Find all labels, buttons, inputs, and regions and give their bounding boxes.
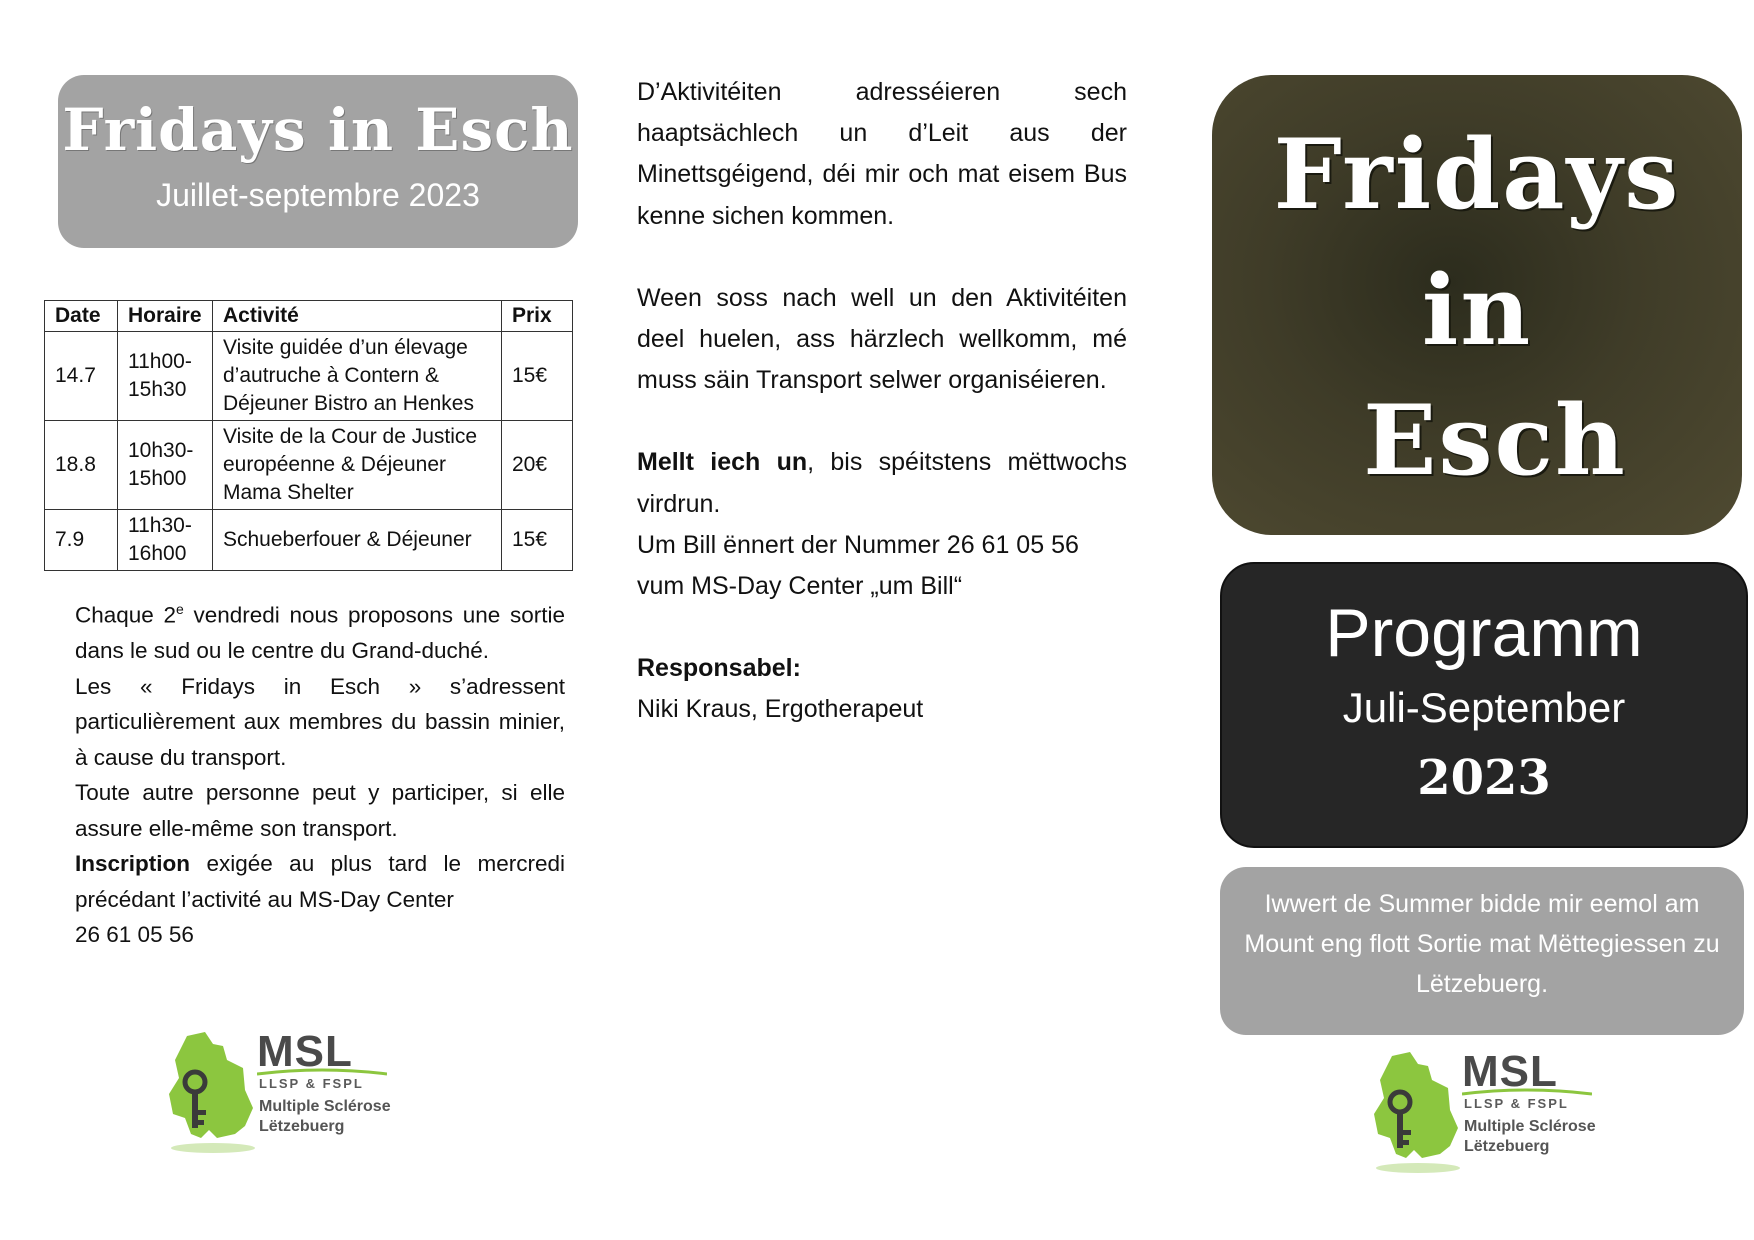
- spacer: [637, 401, 1127, 442]
- cell-activite-line: Schueberfouer & Déjeuner: [223, 528, 472, 551]
- text-span: vendredi nous proposons une sortie dans le sud ou le centre du Grand-duché.: [75, 602, 565, 663]
- msl-logo-right: [1370, 1047, 1630, 1180]
- left-paragraph-4: [75, 846, 565, 917]
- left-phone: 26 61 05 56: [75, 922, 194, 947]
- middle-paragraph-2: Ween soss nach well un den Aktivitéiten deel huelen, ass härzlech wellkomm, mé muss säin Transport selwer organiséieren.: [637, 283, 1127, 395]
- left-paragraph-3: Toute autre personne peut y participer, si elle assure elle-même son transport.: [75, 780, 565, 841]
- cell-horaire-start: 11h00-: [128, 350, 192, 373]
- table-row: [45, 332, 573, 421]
- logo-sub-text: LLSP & FSPL: [259, 1076, 364, 1091]
- middle-paragraph-1: D’Aktivitéiten adresséieren sech haaptsächlech un d’Leit aus der Minettsgéigend, déi mir och mat eisem Bus kenne sichen kommen.: [637, 78, 1127, 230]
- program-table: [44, 300, 573, 571]
- text-span: Chaque 2: [75, 602, 177, 628]
- luxembourg-key-icon: [165, 1030, 260, 1160]
- cell-date: 14.7: [45, 332, 118, 421]
- programm-title: Programm: [1325, 595, 1643, 671]
- table-row: [45, 510, 573, 571]
- text-span: , bis spéitstens mëttwochs virdrun.: [637, 448, 1127, 518]
- msl-logo-left: [165, 1027, 425, 1160]
- cell-activite-line: d’autruche à Contern &: [223, 364, 439, 387]
- logo-line-1: Multiple Sclérose: [1464, 1118, 1596, 1135]
- spacer: [637, 237, 1127, 278]
- cell-horaire-end: 16h00: [128, 542, 187, 565]
- right-title-line-2: in: [1421, 254, 1533, 367]
- col-header-date: Date: [45, 301, 118, 332]
- cell-activite-line: Mama Shelter: [223, 481, 354, 504]
- cell-horaire: [118, 421, 213, 510]
- cell-activite: [213, 421, 502, 510]
- summer-note-box: [1220, 867, 1744, 1035]
- cell-prix: 15€: [502, 510, 573, 571]
- right-title-line-1: Fridays: [1273, 118, 1681, 231]
- left-description: [75, 592, 565, 953]
- left-paragraph-2: Les « Fridays in Esch » s’adressent particulièrement aux membres du bassin minier, à cause du transport.: [75, 673, 565, 770]
- cell-activite: [213, 510, 502, 571]
- table-header-row: [45, 301, 573, 332]
- logo-line-2: Lëtzebuerg: [259, 1118, 345, 1135]
- cell-activite-line: Visite de la Cour de Justice: [223, 425, 478, 448]
- cell-horaire-start: 10h30-: [128, 439, 194, 462]
- logo-msl-text: MSL: [1462, 1047, 1558, 1096]
- cell-activite-line: Visite guidée d’un élevage: [223, 336, 468, 359]
- logo-msl-text: MSL: [257, 1027, 353, 1076]
- cell-activite: [213, 332, 502, 421]
- programm-box: [1220, 562, 1748, 848]
- logo-sub-text: LLSP & FSPL: [1464, 1096, 1569, 1111]
- col-header-horaire: Horaire: [118, 301, 213, 332]
- left-header-box: [58, 75, 578, 248]
- mellt-label: Mellt iech un: [637, 448, 808, 477]
- responsabel-heading: Responsabel:: [637, 654, 801, 683]
- left-header-title: Fridays in Esch: [62, 96, 574, 164]
- cell-horaire-end: 15h30: [128, 378, 187, 401]
- cell-horaire-start: 11h30-: [128, 514, 192, 537]
- cell-horaire: [118, 510, 213, 571]
- col-header-prix: Prix: [502, 301, 573, 332]
- cell-horaire-end: 15h00: [128, 467, 187, 490]
- programm-period: Juli-September: [1342, 684, 1626, 731]
- logo-line-1: Multiple Sclérose: [259, 1098, 391, 1115]
- responsabel-name: Niki Kraus, Ergotherapeut: [637, 695, 924, 724]
- cell-activite-line: Déjeuner Bistro an Henkes: [223, 392, 474, 415]
- text-span: exigée au plus tard le mercredi précédant l’activité au MS-Day Center: [75, 851, 565, 912]
- middle-daycenter-line: vum MS-Day Center „um Bill“: [637, 572, 963, 601]
- responsabel-label: [637, 648, 1127, 689]
- logo-swoosh: [257, 1068, 387, 1076]
- cell-date: 18.8: [45, 421, 118, 510]
- cell-prix: 20€: [502, 421, 573, 510]
- superscript: e: [176, 601, 184, 617]
- spacer: [637, 607, 1127, 648]
- summer-note-text: Iwwert de Summer bidde mir eemol am Mount eng flott Sortie mat Mëttegiessen zu Lëtzebuerg.: [1244, 890, 1720, 998]
- right-title-box: [1212, 75, 1742, 535]
- luxembourg-key-icon: [1370, 1050, 1465, 1180]
- cell-date: 7.9: [45, 510, 118, 571]
- inscription-label: Inscription: [75, 851, 191, 876]
- col-header-activite: Activité: [213, 301, 502, 332]
- cell-horaire: [118, 332, 213, 421]
- middle-column: [637, 72, 1127, 731]
- logo-line-2: Lëtzebuerg: [1464, 1138, 1550, 1155]
- right-title-line-3: Esch: [1363, 384, 1627, 497]
- cell-prix: 15€: [502, 332, 573, 421]
- logo-swoosh: [1462, 1088, 1592, 1096]
- middle-paragraph-3: [637, 442, 1127, 524]
- programm-year: 2023: [1417, 750, 1551, 806]
- middle-phone-line: Um Bill ënnert der Nummer 26 61 05 56: [637, 530, 1079, 559]
- table-row: [45, 421, 573, 510]
- cell-activite-line: européenne & Déjeuner: [223, 453, 447, 476]
- left-paragraph-1: [75, 592, 565, 669]
- left-header-subtitle: Juillet-septembre 2023: [156, 177, 480, 213]
